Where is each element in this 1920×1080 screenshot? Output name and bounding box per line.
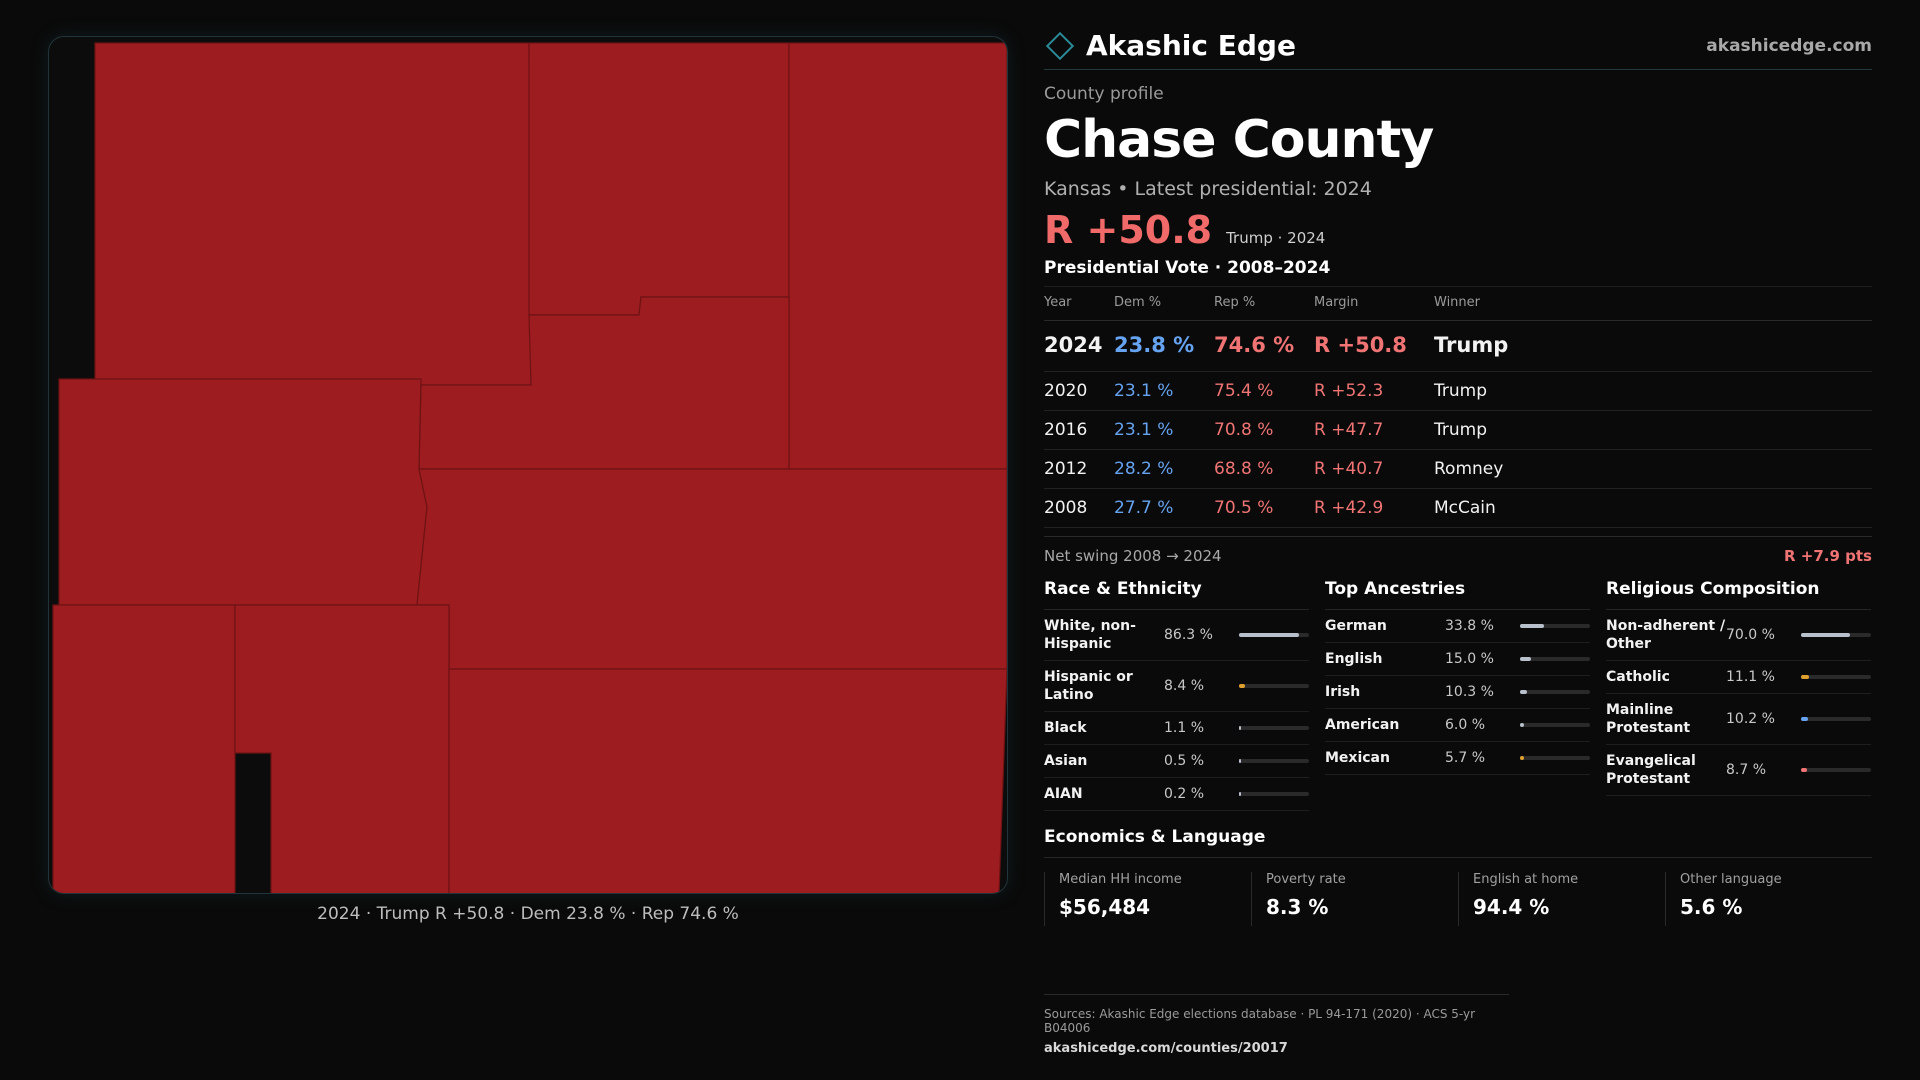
map-precinct-1[interactable] bbox=[95, 43, 531, 385]
stat-row bbox=[1325, 709, 1590, 742]
stat-bar-track bbox=[1520, 690, 1590, 694]
stat-bar-track bbox=[1239, 726, 1309, 730]
cell-dem: 27.7 % bbox=[1114, 489, 1214, 528]
stat-bar-fill bbox=[1239, 684, 1245, 688]
margin-value: R +50.8 bbox=[1044, 208, 1213, 252]
stat-value: 8.7 % bbox=[1726, 762, 1767, 778]
stat-label: Non-adherent / Other bbox=[1606, 618, 1726, 652]
stat-row bbox=[1606, 745, 1871, 796]
stat-label: American bbox=[1325, 717, 1400, 733]
stat-value: 11.1 % bbox=[1726, 669, 1775, 685]
cell-winner: Romney bbox=[1434, 450, 1872, 489]
cell-dem: 23.1 % bbox=[1114, 372, 1214, 411]
stat-label: Mainline Protestant bbox=[1606, 702, 1691, 736]
table-row bbox=[1044, 411, 1872, 450]
eyebrow: County profile bbox=[1044, 84, 1164, 104]
stat-row bbox=[1044, 778, 1309, 811]
stat-label: Asian bbox=[1044, 753, 1088, 769]
stat-label: Irish bbox=[1325, 684, 1361, 700]
stat-row bbox=[1044, 745, 1309, 778]
cell-year: 2020 bbox=[1044, 372, 1114, 411]
race-column bbox=[1044, 579, 1309, 811]
econ-label: English at home bbox=[1473, 872, 1579, 887]
map-caption: 2024 · Trump R +50.8 · Dem 23.8 % · Rep 74.6 % bbox=[317, 904, 739, 924]
cell-year: 2024 bbox=[1044, 321, 1114, 372]
cell-rep: 75.4 % bbox=[1214, 372, 1314, 411]
site-link[interactable]: akashicedge.com bbox=[1706, 35, 1872, 56]
stat-bar-track bbox=[1520, 624, 1590, 628]
econ-label: Median HH income bbox=[1059, 872, 1182, 887]
brand-name: Akashic Edge bbox=[1086, 29, 1296, 62]
econ-cell-poverty bbox=[1251, 872, 1458, 926]
stat-bar-fill bbox=[1239, 792, 1241, 796]
table-row bbox=[1044, 321, 1872, 372]
econ-value: 94.4 % bbox=[1473, 895, 1550, 919]
stat-label: Black bbox=[1044, 720, 1087, 736]
cell-winner: McCain bbox=[1434, 489, 1872, 528]
stat-row bbox=[1325, 742, 1590, 775]
stat-bar-track bbox=[1801, 633, 1871, 637]
stat-bar-fill bbox=[1520, 756, 1524, 760]
map-precinct-7[interactable] bbox=[53, 605, 235, 894]
religion-title: Religious Composition bbox=[1606, 579, 1871, 610]
header bbox=[1044, 30, 1872, 70]
demographics bbox=[1044, 579, 1872, 811]
economics-grid bbox=[1044, 872, 1872, 926]
col-year: Year bbox=[1044, 287, 1114, 321]
ancestry-column bbox=[1325, 579, 1590, 811]
cell-rep: 70.5 % bbox=[1214, 489, 1314, 528]
stat-bar-fill bbox=[1520, 723, 1524, 727]
econ-value: 8.3 % bbox=[1266, 895, 1329, 919]
stat-value: 0.2 % bbox=[1164, 786, 1205, 802]
county-map-svg bbox=[49, 37, 1008, 894]
stat-bar-track bbox=[1801, 768, 1871, 772]
map-precinct-9[interactable] bbox=[449, 669, 1007, 894]
econ-cell-english bbox=[1458, 872, 1665, 926]
swing-value: R +7.9 pts bbox=[1784, 547, 1872, 565]
econ-label: Poverty rate bbox=[1266, 872, 1346, 887]
cell-winner: Trump bbox=[1434, 411, 1872, 450]
stat-value: 10.3 % bbox=[1445, 684, 1494, 700]
stat-label: Hispanic or Latino bbox=[1044, 669, 1133, 703]
stat-value: 0.5 % bbox=[1164, 753, 1205, 769]
map-precinct-2[interactable] bbox=[529, 43, 789, 315]
stat-bar-track bbox=[1239, 792, 1309, 796]
stat-bar-track bbox=[1801, 675, 1871, 679]
stat-bar-fill bbox=[1520, 657, 1531, 661]
col-winner: Winner bbox=[1434, 287, 1872, 321]
econ-label: Other language bbox=[1680, 872, 1782, 887]
cell-margin: R +47.7 bbox=[1314, 411, 1434, 450]
map-precinct-5[interactable] bbox=[59, 379, 427, 605]
ancestry-title: Top Ancestries bbox=[1325, 579, 1590, 610]
swing-label: Net swing 2008 → 2024 bbox=[1044, 547, 1222, 565]
diamond-logo-icon bbox=[1046, 31, 1074, 59]
cell-dem: 23.8 % bbox=[1114, 321, 1214, 372]
stat-row bbox=[1044, 610, 1309, 661]
cell-dem: 28.2 % bbox=[1114, 450, 1214, 489]
votes-title: Presidential Vote · 2008–2024 bbox=[1044, 258, 1331, 278]
stat-value: 8.4 % bbox=[1164, 678, 1205, 694]
cell-year: 2016 bbox=[1044, 411, 1114, 450]
stat-row bbox=[1606, 694, 1871, 745]
stat-label: White, non-Hispanic bbox=[1044, 618, 1136, 652]
cell-rep: 74.6 % bbox=[1214, 321, 1314, 372]
stat-value: 6.0 % bbox=[1445, 717, 1486, 733]
margin-note: Trump · 2024 bbox=[1226, 229, 1326, 247]
stat-label: Mexican bbox=[1325, 750, 1390, 766]
cell-rep: 70.8 % bbox=[1214, 411, 1314, 450]
stat-bar-track bbox=[1520, 723, 1590, 727]
race-title: Race & Ethnicity bbox=[1044, 579, 1309, 610]
stat-row bbox=[1325, 643, 1590, 676]
stat-bar-track bbox=[1520, 756, 1590, 760]
stat-row bbox=[1325, 676, 1590, 709]
cell-year: 2012 bbox=[1044, 450, 1114, 489]
votes-header-row bbox=[1044, 287, 1872, 321]
econ-value: 5.6 % bbox=[1680, 895, 1743, 919]
stat-bar-track bbox=[1239, 684, 1309, 688]
economics-title: Economics & Language bbox=[1044, 827, 1872, 858]
map-precinct-6[interactable] bbox=[417, 469, 1007, 669]
map-precinct-8[interactable] bbox=[235, 605, 449, 894]
stat-bar-fill bbox=[1801, 717, 1808, 721]
stat-bar-fill bbox=[1801, 675, 1809, 679]
cell-winner: Trump bbox=[1434, 321, 1872, 372]
stat-value: 10.2 % bbox=[1726, 711, 1775, 727]
stat-label: Catholic bbox=[1606, 669, 1670, 685]
econ-cell-income bbox=[1044, 872, 1251, 926]
col-margin: Margin bbox=[1314, 287, 1434, 321]
map-precinct-3[interactable] bbox=[789, 43, 1007, 469]
cell-year: 2008 bbox=[1044, 489, 1114, 528]
stat-bar-fill bbox=[1239, 633, 1299, 637]
stat-row bbox=[1044, 661, 1309, 712]
col-rep: Rep % bbox=[1214, 287, 1314, 321]
religion-list bbox=[1606, 610, 1871, 796]
net-swing bbox=[1044, 536, 1872, 565]
stat-label: Evangelical Protestant bbox=[1606, 753, 1696, 787]
stat-bar-fill bbox=[1520, 624, 1544, 628]
econ-value: $56,484 bbox=[1059, 895, 1151, 919]
stat-value: 86.3 % bbox=[1164, 627, 1213, 643]
stat-label: AIAN bbox=[1044, 786, 1083, 802]
stat-label: English bbox=[1325, 651, 1383, 667]
brand[interactable] bbox=[1044, 29, 1296, 62]
stat-label: German bbox=[1325, 618, 1387, 634]
race-list bbox=[1044, 610, 1309, 811]
cell-rep: 68.8 % bbox=[1214, 450, 1314, 489]
footer bbox=[1044, 994, 1509, 1056]
stat-value: 70.0 % bbox=[1726, 627, 1775, 643]
table-row bbox=[1044, 489, 1872, 528]
stat-bar-fill bbox=[1801, 768, 1807, 772]
votes-table bbox=[1044, 286, 1872, 528]
stat-bar-track bbox=[1801, 717, 1871, 721]
stat-bar-track bbox=[1520, 657, 1590, 661]
stat-bar-fill bbox=[1520, 690, 1527, 694]
stat-bar-track bbox=[1239, 633, 1309, 637]
stat-row bbox=[1044, 712, 1309, 745]
religion-column bbox=[1606, 579, 1871, 811]
stat-bar-fill bbox=[1801, 633, 1850, 637]
headline-margin bbox=[1044, 208, 1872, 252]
profile-panel bbox=[1044, 30, 1872, 926]
county-url-link[interactable]: akashicedge.com/counties/20017 bbox=[1044, 1041, 1288, 1056]
stat-row bbox=[1325, 610, 1590, 643]
stat-value: 33.8 % bbox=[1445, 618, 1494, 634]
stat-bar-fill bbox=[1239, 759, 1241, 763]
cell-margin: R +50.8 bbox=[1314, 321, 1434, 372]
cell-dem: 23.1 % bbox=[1114, 411, 1214, 450]
table-row bbox=[1044, 450, 1872, 489]
table-row bbox=[1044, 372, 1872, 411]
stat-value: 1.1 % bbox=[1164, 720, 1205, 736]
stat-bar-fill bbox=[1239, 726, 1241, 730]
stat-row bbox=[1606, 661, 1871, 694]
stat-value: 15.0 % bbox=[1445, 651, 1494, 667]
cell-winner: Trump bbox=[1434, 372, 1872, 411]
page-title: Chase County bbox=[1044, 110, 1434, 170]
col-dem: Dem % bbox=[1114, 287, 1214, 321]
ancestry-list bbox=[1325, 610, 1590, 775]
cell-margin: R +52.3 bbox=[1314, 372, 1434, 411]
cell-margin: R +40.7 bbox=[1314, 450, 1434, 489]
stat-bar-track bbox=[1239, 759, 1309, 763]
econ-cell-other-language bbox=[1665, 872, 1872, 926]
county-map[interactable] bbox=[48, 36, 1008, 894]
cell-margin: R +42.9 bbox=[1314, 489, 1434, 528]
stat-value: 5.7 % bbox=[1445, 750, 1486, 766]
county-subline: Kansas • Latest presidential: 2024 bbox=[1044, 178, 1372, 200]
stat-row bbox=[1606, 610, 1871, 661]
sources-text: Sources: Akashic Edge elections database · PL 94-171 (2020) · ACS 5-yr B04006 bbox=[1044, 1007, 1476, 1035]
